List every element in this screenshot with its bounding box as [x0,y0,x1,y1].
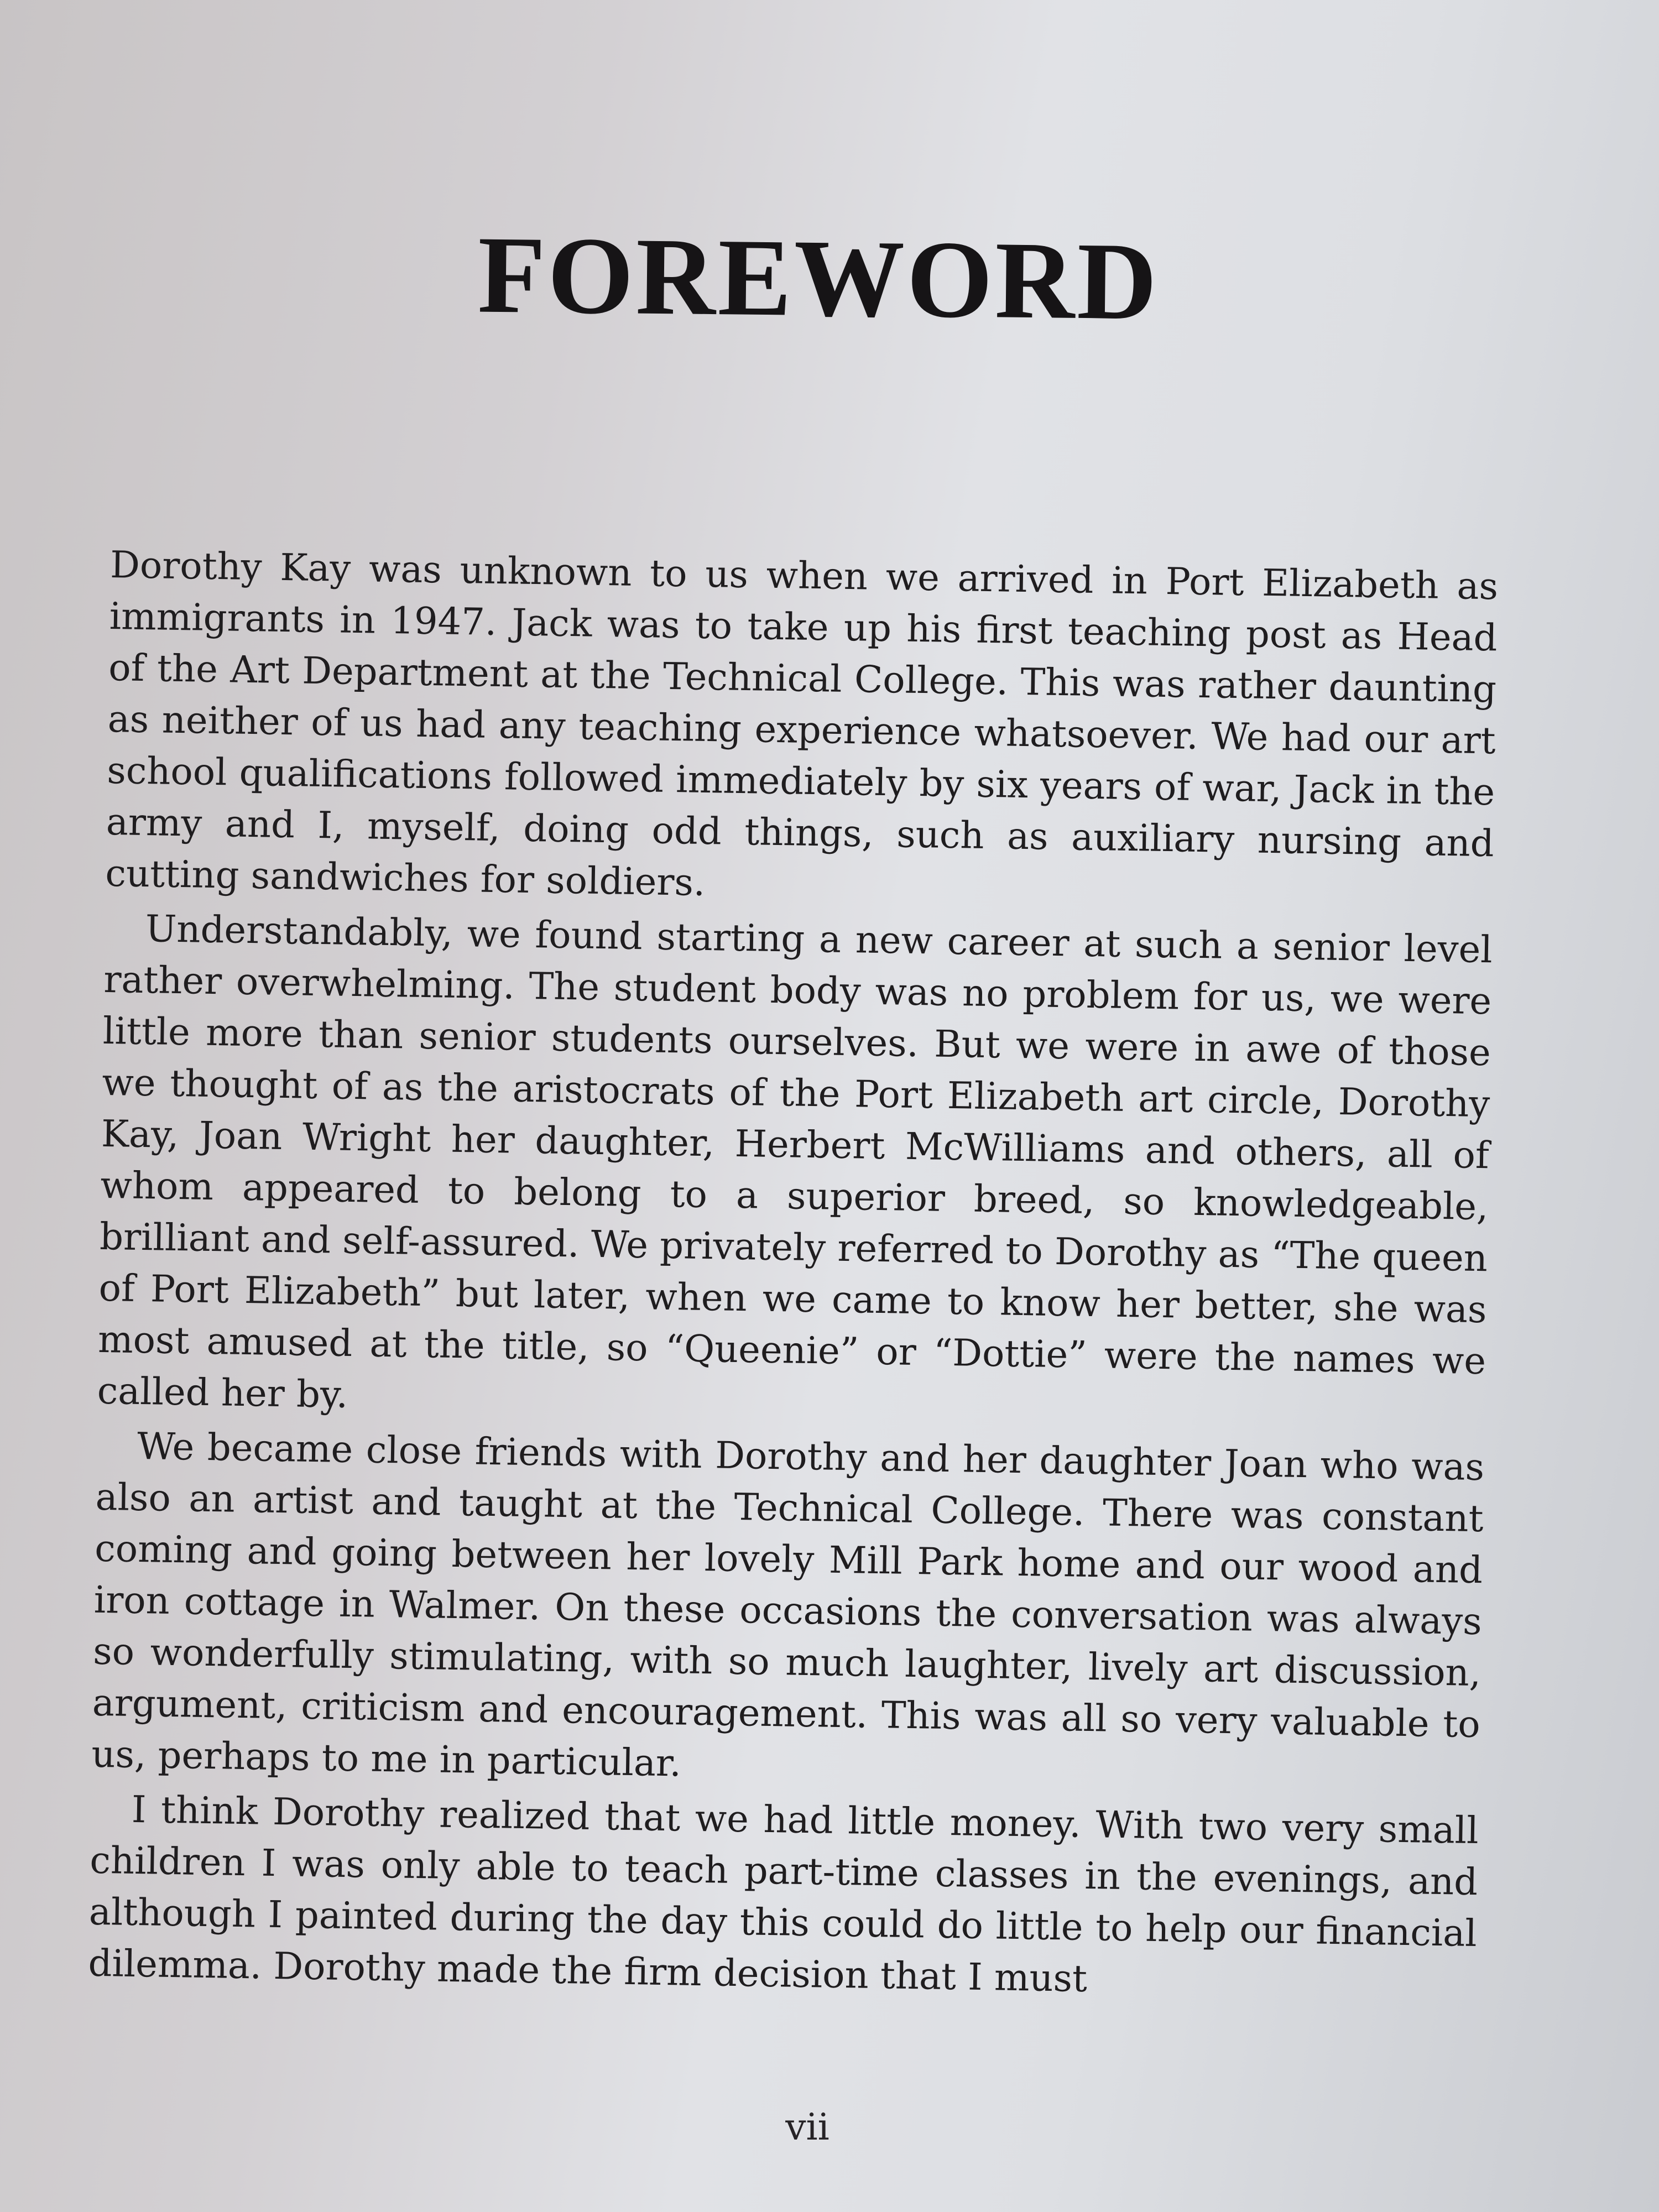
page-title: FOREWORD [477,213,1160,343]
paragraph-2: Understandably, we found starting a new career at such a senior level rather overwhelming. The student body was no problem for us, we were little more than senior students ourselves. But we were in awe of those we thought of as the aristocrats of the Port Elizabeth art circle, Dorothy Kay, Joan Wright her daughter, Herbert McWilliams and others, all of whom appeared to belong to a superior breed, so knowledgeable, brilliant and self-assured. We privately referred to Dorothy as “The queen of Port Elizabeth” but later, when we came to know her better, she was most amused at the title, so “Queenie” or “Dottie” were the names we called her by. [97,907,1493,1416]
foreword-body [88,539,1499,2014]
paragraph-1: Dorothy Kay was unknown to us when we arrived in Port Elizabeth as immigrants in 1947. Jack was to take up his first teaching post as Head of the Art Department at the Technical College. This was rather daunting as neither of us had any teaching experience whatsoever. We had our art school qualifications followed immediately by six years of war, Jack in the army and I, myself, doing odd things, such as auxiliary nursing and cutting sandwiches for soldiers. [105,542,1499,904]
paragraph-4: I think Dorothy realized that we had little money. With two very small children I was only able to teach part-time classes in the evenings, and although I painted during the day this could do little to help our financial dilemma. Dorothy made the firm decision that I must [87,1787,1479,2001]
paragraph-3: We became close friends with Dorothy and her daughter Joan who was also an artist and taught at the Technical College. There was constant coming and going between her lovely Mill Park home and our wood and iron cottage in Walmer. On these occasions the conversation was always so wonderfully stimulating, with so much laughter, lively art discussion, argument, criticism and encouragement. This was all so very valuable to us, perhaps to me in particular. [91,1424,1485,1785]
page-number: vii [785,2106,830,2148]
